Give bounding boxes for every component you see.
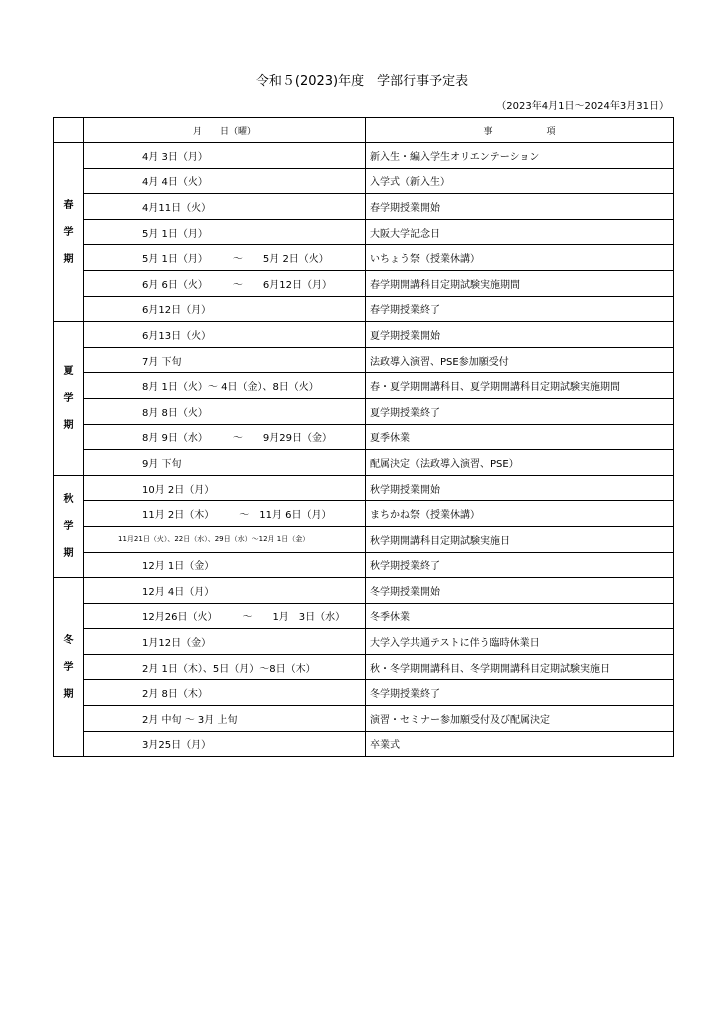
row-event: 秋学期授業終了 [366, 552, 674, 578]
table-row [54, 706, 674, 732]
row-event: 夏季休業 [366, 424, 674, 450]
row-date: 11月 2日（木） ～ 11月 6日（月） [84, 501, 366, 527]
table-row [54, 347, 674, 373]
term-char: 学 [63, 661, 74, 673]
table-row [54, 168, 674, 194]
table-row [54, 194, 674, 220]
term-char: 学 [63, 226, 74, 238]
row-date: 7月 下旬 [84, 347, 366, 373]
row-event: 夏学期授業終了 [366, 398, 674, 424]
table-row [54, 398, 674, 424]
row-date: 4月11日（火） [84, 194, 366, 220]
row-event: 春・夏学期開講科目、夏学期開講科目定期試験実施期間 [366, 373, 674, 399]
row-event: 配属決定（法政導入演習、PSE） [366, 450, 674, 476]
term-char: 期 [63, 419, 74, 431]
row-date: 1月12日（金） [84, 629, 366, 655]
header-event: 事 項 [366, 118, 674, 143]
row-event: 卒業式 [366, 731, 674, 757]
row-event: まちかね祭（授業休講） [366, 501, 674, 527]
row-date: 6月 6日（火） ～ 6月12日（月） [84, 270, 366, 296]
row-date: 8月 8日（火） [84, 398, 366, 424]
row-event: 法政導入演習、PSE参加願受付 [366, 347, 674, 373]
row-date: 5月 1日（月） [84, 219, 366, 245]
term-label [54, 143, 84, 322]
table-header-row [54, 118, 674, 143]
table-row [54, 629, 674, 655]
header-date: 月 日（曜） [84, 118, 366, 143]
date-range: （2023年4月1日～2024年3月31日） [496, 101, 669, 112]
row-event: 秋学期授業開始 [366, 475, 674, 501]
row-event: 演習・セミナー参加願受付及び配属決定 [366, 706, 674, 732]
row-event: 秋・冬学期開講科目、冬学期開講科目定期試験実施日 [366, 654, 674, 680]
table-row [54, 654, 674, 680]
term-char: 期 [63, 253, 74, 265]
row-event: 春学期授業開始 [366, 194, 674, 220]
term-char: 期 [63, 688, 74, 700]
row-date: 12月 4日（月） [84, 578, 366, 604]
table-row [54, 731, 674, 757]
row-event: 新入生・編入学生オリエンテーション [366, 143, 674, 169]
row-event: 秋学期開講科目定期試験実施日 [366, 526, 674, 552]
term-char: 期 [63, 547, 74, 559]
header-term-cell [54, 118, 84, 143]
table-row [54, 219, 674, 245]
row-date: 6月13日（火） [84, 322, 366, 348]
row-event: 入学式（新入生） [366, 168, 674, 194]
table-row [54, 245, 674, 271]
table-row [54, 143, 674, 169]
row-date: 12月26日（火） ～ 1月 3日（水） [84, 603, 366, 629]
row-date: 11月21日（火）、22日（水）、29日（水）～12月 1日（金） [84, 526, 366, 552]
table-row [54, 501, 674, 527]
page-title: 令和５(2023)年度 学部行事予定表 [255, 74, 469, 89]
term-char: 秋 [63, 493, 74, 505]
row-event: 冬季休業 [366, 603, 674, 629]
row-event: 冬学期授業開始 [366, 578, 674, 604]
term-label [54, 322, 84, 476]
row-event: 春学期授業終了 [366, 296, 674, 322]
term-char: 春 [63, 199, 74, 211]
term-char: 冬 [63, 634, 74, 646]
table-row [54, 296, 674, 322]
term-char: 学 [63, 392, 74, 404]
row-event: 春学期開講科目定期試験実施期間 [366, 270, 674, 296]
schedule-table [53, 117, 674, 757]
row-event: 冬学期授業終了 [366, 680, 674, 706]
term-label [54, 578, 84, 757]
table-row [54, 450, 674, 476]
row-date: 2月 中旬 ～ 3月 上旬 [84, 706, 366, 732]
table-row [54, 578, 674, 604]
row-date: 12月 1日（金） [84, 552, 366, 578]
row-date: 8月 1日（火）～ 4日（金）、8日（火） [84, 373, 366, 399]
table-row [54, 603, 674, 629]
term-label [54, 475, 84, 577]
table-row [54, 270, 674, 296]
row-date: 4月 4日（火） [84, 168, 366, 194]
table-row [54, 373, 674, 399]
table-row [54, 424, 674, 450]
row-date: 3月25日（月） [84, 731, 366, 757]
table-row [54, 322, 674, 348]
row-date: 8月 9日（水） ～ 9月29日（金） [84, 424, 366, 450]
row-date: 5月 1日（月） ～ 5月 2日（火） [84, 245, 366, 271]
term-char: 学 [63, 520, 74, 532]
row-date: 9月 下旬 [84, 450, 366, 476]
row-event: 大阪大学記念日 [366, 219, 674, 245]
row-event: 夏学期授業開始 [366, 322, 674, 348]
row-date: 4月 3日（月） [84, 143, 366, 169]
row-date: 10月 2日（月） [84, 475, 366, 501]
row-event: 大学入学共通テストに伴う臨時休業日 [366, 629, 674, 655]
row-date: 2月 8日（木） [84, 680, 366, 706]
table-row [54, 526, 674, 552]
row-event: いちょう祭（授業休講） [366, 245, 674, 271]
table-row [54, 475, 674, 501]
row-date: 6月12日（月） [84, 296, 366, 322]
table-row [54, 552, 674, 578]
term-char: 夏 [63, 365, 74, 377]
table-row [54, 680, 674, 706]
row-date: 2月 1日（木）、5日（月）～8日（木） [84, 654, 366, 680]
